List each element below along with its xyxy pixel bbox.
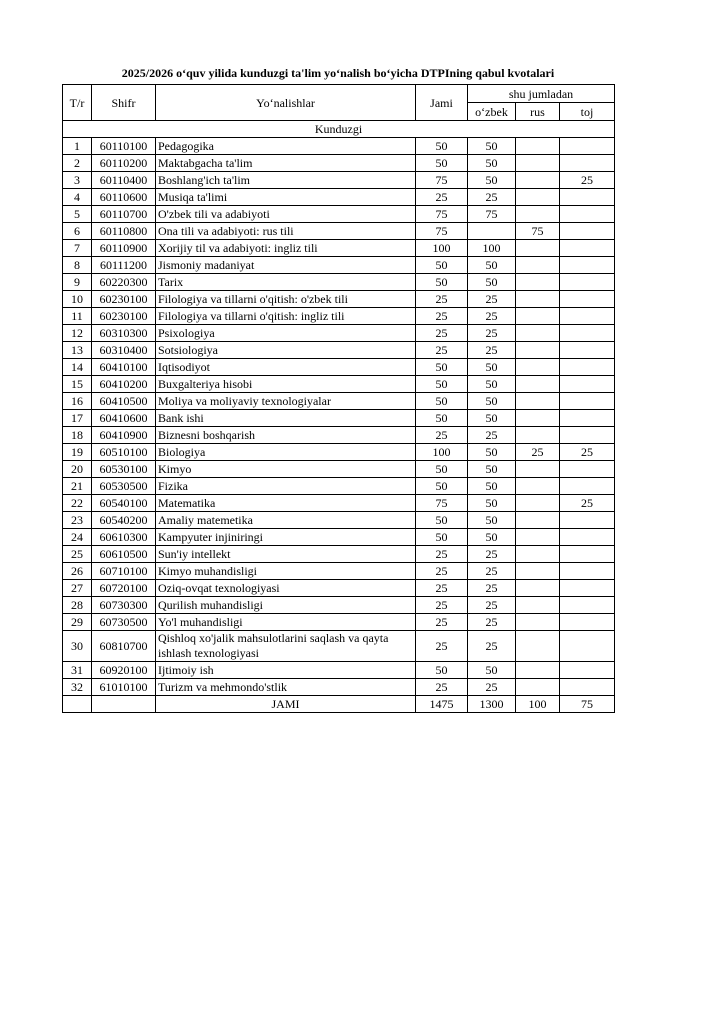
row-jami: 50 [416, 461, 468, 478]
row-rus [516, 410, 560, 427]
row-jami: 50 [416, 376, 468, 393]
row-name: Tarix [156, 274, 416, 291]
row-number: 5 [63, 206, 92, 223]
row-ozbek: 50 [468, 376, 516, 393]
row-number: 6 [63, 223, 92, 240]
table-row [63, 427, 615, 444]
table-row [63, 155, 615, 172]
row-toj [560, 223, 615, 240]
row-ozbek: 25 [468, 614, 516, 631]
row-rus: 25 [516, 444, 560, 461]
row-name: Turizm va mehmondo'stlik [156, 679, 416, 696]
table-row [63, 495, 615, 512]
row-code: 60220300 [92, 274, 156, 291]
row-ozbek: 50 [468, 393, 516, 410]
row-name: Buxgalteriya hisobi [156, 376, 416, 393]
row-rus [516, 427, 560, 444]
row-toj [560, 461, 615, 478]
row-rus [516, 662, 560, 679]
header-rus: rus [516, 103, 560, 121]
row-ozbek: 25 [468, 342, 516, 359]
section-label: Kunduzgi [63, 121, 615, 138]
row-toj [560, 478, 615, 495]
row-rus [516, 580, 560, 597]
row-number: 30 [63, 631, 92, 662]
row-code: 60110200 [92, 155, 156, 172]
row-ozbek: 50 [468, 274, 516, 291]
table-row [63, 393, 615, 410]
row-number: 10 [63, 291, 92, 308]
row-code: 60110400 [92, 172, 156, 189]
table-row [63, 291, 615, 308]
row-rus [516, 461, 560, 478]
total-jami: 1475 [416, 696, 468, 713]
row-toj [560, 410, 615, 427]
header-row [63, 85, 615, 103]
row-code: 61010100 [92, 679, 156, 696]
total-ozbek: 1300 [468, 696, 516, 713]
row-jami: 75 [416, 223, 468, 240]
table-row [63, 631, 615, 662]
row-code: 60110800 [92, 223, 156, 240]
row-code: 60110700 [92, 206, 156, 223]
row-rus [516, 155, 560, 172]
row-jami: 25 [416, 308, 468, 325]
row-number: 9 [63, 274, 92, 291]
row-rus [516, 631, 560, 662]
row-number: 14 [63, 359, 92, 376]
row-number: 2 [63, 155, 92, 172]
row-number: 24 [63, 529, 92, 546]
row-rus [516, 614, 560, 631]
row-name: Filologiya va tillarni o'qitish: ingliz tili [156, 308, 416, 325]
row-name: Musiqa ta'limi [156, 189, 416, 206]
header-yonalishlar: Yo‘nalishlar [156, 85, 416, 121]
total-label: JAMI [156, 696, 416, 713]
row-name: Ona tili va adabiyoti: rus tili [156, 223, 416, 240]
row-rus [516, 597, 560, 614]
row-rus [516, 478, 560, 495]
row-name: Iqtisodiyot [156, 359, 416, 376]
row-code: 60410100 [92, 359, 156, 376]
row-number: 16 [63, 393, 92, 410]
row-toj [560, 206, 615, 223]
row-number: 11 [63, 308, 92, 325]
row-number: 28 [63, 597, 92, 614]
row-number: 19 [63, 444, 92, 461]
row-name: Maktabgacha ta'lim [156, 155, 416, 172]
row-code: 60530100 [92, 461, 156, 478]
row-jami: 100 [416, 444, 468, 461]
row-jami: 50 [416, 155, 468, 172]
row-name: Pedagogika [156, 138, 416, 155]
row-name: Oziq-ovqat texnologiyasi [156, 580, 416, 597]
row-name: Jismoniy madaniyat [156, 257, 416, 274]
row-jami: 50 [416, 257, 468, 274]
row-toj: 25 [560, 444, 615, 461]
row-toj [560, 325, 615, 342]
row-number: 15 [63, 376, 92, 393]
row-rus [516, 546, 560, 563]
row-rus [516, 291, 560, 308]
row-name: Amaliy matemetika [156, 512, 416, 529]
row-ozbek: 25 [468, 679, 516, 696]
row-ozbek: 50 [468, 172, 516, 189]
row-rus [516, 257, 560, 274]
row-jami: 25 [416, 325, 468, 342]
row-jami: 75 [416, 495, 468, 512]
table-row [63, 410, 615, 427]
table-row [63, 512, 615, 529]
table-row [63, 376, 615, 393]
row-toj [560, 274, 615, 291]
row-number: 20 [63, 461, 92, 478]
row-rus: 75 [516, 223, 560, 240]
row-jami: 75 [416, 206, 468, 223]
row-code: 60110900 [92, 240, 156, 257]
row-jami: 100 [416, 240, 468, 257]
row-code: 60510100 [92, 444, 156, 461]
document-title: 2025/2026 o‘quv yilida kunduzgi ta'lim yo‘nalish bo‘yicha DTPIning qabul kvotalari [121, 66, 555, 80]
table-row [63, 325, 615, 342]
row-name: Biologiya [156, 444, 416, 461]
row-number: 22 [63, 495, 92, 512]
row-rus [516, 342, 560, 359]
table-row [63, 597, 615, 614]
row-name: Bank ishi [156, 410, 416, 427]
row-code: 60111200 [92, 257, 156, 274]
row-ozbek: 50 [468, 662, 516, 679]
row-code: 60540200 [92, 512, 156, 529]
row-number: 21 [63, 478, 92, 495]
row-jami: 25 [416, 580, 468, 597]
row-toj [560, 662, 615, 679]
table-row [63, 189, 615, 206]
row-rus [516, 206, 560, 223]
row-code: 60540100 [92, 495, 156, 512]
row-toj: 25 [560, 172, 615, 189]
row-code: 60920100 [92, 662, 156, 679]
table-row [63, 546, 615, 563]
table-row [63, 529, 615, 546]
row-jami: 25 [416, 291, 468, 308]
row-ozbek [468, 223, 516, 240]
row-code: 60730300 [92, 597, 156, 614]
table-row [63, 444, 615, 461]
row-rus [516, 274, 560, 291]
row-rus [516, 308, 560, 325]
row-toj [560, 631, 615, 662]
row-ozbek: 50 [468, 155, 516, 172]
row-toj [560, 679, 615, 696]
row-code: 60410500 [92, 393, 156, 410]
row-code: 60230100 [92, 291, 156, 308]
row-ozbek: 50 [468, 495, 516, 512]
section-row [63, 121, 615, 138]
table-row [63, 342, 615, 359]
row-name: Psixologiya [156, 325, 416, 342]
row-code: 60720100 [92, 580, 156, 597]
row-jami: 25 [416, 614, 468, 631]
row-toj [560, 376, 615, 393]
row-code: 60410900 [92, 427, 156, 444]
row-ozbek: 50 [468, 444, 516, 461]
row-rus [516, 512, 560, 529]
row-number: 8 [63, 257, 92, 274]
row-ozbek: 25 [468, 189, 516, 206]
row-toj [560, 189, 615, 206]
row-code: 60530500 [92, 478, 156, 495]
row-ozbek: 75 [468, 206, 516, 223]
row-name: Moliya va moliyaviy texnologiyalar [156, 393, 416, 410]
row-jami: 50 [416, 512, 468, 529]
row-number: 12 [63, 325, 92, 342]
row-number: 29 [63, 614, 92, 631]
row-name: Ijtimoiy ish [156, 662, 416, 679]
row-ozbek: 25 [468, 291, 516, 308]
row-jami: 50 [416, 478, 468, 495]
total-empty-code [92, 696, 156, 713]
row-toj [560, 393, 615, 410]
row-jami: 25 [416, 563, 468, 580]
row-ozbek: 25 [468, 580, 516, 597]
table-row [63, 679, 615, 696]
header-tr: T/r [63, 85, 92, 121]
total-row [63, 696, 615, 713]
row-ozbek: 25 [468, 597, 516, 614]
table-row [63, 240, 615, 257]
row-jami: 50 [416, 274, 468, 291]
row-rus [516, 495, 560, 512]
row-toj [560, 138, 615, 155]
row-toj [560, 597, 615, 614]
row-ozbek: 25 [468, 563, 516, 580]
row-jami: 50 [416, 529, 468, 546]
row-toj [560, 529, 615, 546]
header-toj: toj [560, 103, 615, 121]
row-jami: 50 [416, 359, 468, 376]
table-row [63, 223, 615, 240]
row-rus [516, 172, 560, 189]
row-code: 60730500 [92, 614, 156, 631]
row-code: 60810700 [92, 631, 156, 662]
row-rus [516, 325, 560, 342]
row-ozbek: 50 [468, 359, 516, 376]
row-number: 3 [63, 172, 92, 189]
row-jami: 25 [416, 679, 468, 696]
row-code: 60410200 [92, 376, 156, 393]
row-jami: 50 [416, 393, 468, 410]
row-ozbek: 50 [468, 512, 516, 529]
row-ozbek: 50 [468, 529, 516, 546]
row-rus [516, 529, 560, 546]
row-toj [560, 291, 615, 308]
row-name: Kimyo [156, 461, 416, 478]
row-rus [516, 679, 560, 696]
row-code: 60710100 [92, 563, 156, 580]
row-code: 60310300 [92, 325, 156, 342]
row-toj [560, 512, 615, 529]
table-row [63, 172, 615, 189]
row-toj [560, 546, 615, 563]
row-ozbek: 25 [468, 546, 516, 563]
row-name: Biznesni boshqarish [156, 427, 416, 444]
row-ozbek: 50 [468, 478, 516, 495]
row-number: 32 [63, 679, 92, 696]
header-shu-jumladan: shu jumladan [468, 85, 615, 103]
total-empty-n [63, 696, 92, 713]
row-jami: 50 [416, 138, 468, 155]
table-row [63, 478, 615, 495]
row-jami: 25 [416, 631, 468, 662]
row-number: 18 [63, 427, 92, 444]
row-toj [560, 308, 615, 325]
row-jami: 25 [416, 189, 468, 206]
table-row [63, 138, 615, 155]
row-name: Qurilish muhandisligi [156, 597, 416, 614]
row-name: Fizika [156, 478, 416, 495]
row-toj [560, 614, 615, 631]
row-jami: 50 [416, 410, 468, 427]
row-code: 60410600 [92, 410, 156, 427]
table-row [63, 257, 615, 274]
row-number: 31 [63, 662, 92, 679]
row-name: Xorijiy til va adabiyoti: ingliz tili [156, 240, 416, 257]
row-ozbek: 50 [468, 138, 516, 155]
table-row [63, 614, 615, 631]
row-number: 26 [63, 563, 92, 580]
row-number: 25 [63, 546, 92, 563]
row-number: 23 [63, 512, 92, 529]
row-ozbek: 25 [468, 427, 516, 444]
row-name: Sotsiologiya [156, 342, 416, 359]
row-number: 7 [63, 240, 92, 257]
header-shifr: Shifr [92, 85, 156, 121]
quota-table [62, 84, 615, 713]
row-toj [560, 240, 615, 257]
row-code: 60230100 [92, 308, 156, 325]
total-rus: 100 [516, 696, 560, 713]
row-toj [560, 155, 615, 172]
row-number: 27 [63, 580, 92, 597]
row-name: Boshlang'ich ta'lim [156, 172, 416, 189]
row-toj [560, 427, 615, 444]
row-rus [516, 376, 560, 393]
row-toj [560, 257, 615, 274]
row-toj [560, 563, 615, 580]
row-jami: 50 [416, 662, 468, 679]
row-toj [560, 580, 615, 597]
row-number: 4 [63, 189, 92, 206]
row-jami: 25 [416, 427, 468, 444]
row-name: Kampyuter injiniringi [156, 529, 416, 546]
table-row [63, 206, 615, 223]
row-jami: 25 [416, 597, 468, 614]
row-rus [516, 359, 560, 376]
row-jami: 25 [416, 342, 468, 359]
row-toj [560, 359, 615, 376]
row-number: 1 [63, 138, 92, 155]
row-number: 17 [63, 410, 92, 427]
row-name: Matematika [156, 495, 416, 512]
row-rus [516, 240, 560, 257]
row-code: 60610300 [92, 529, 156, 546]
header-jami: Jami [416, 85, 468, 121]
row-ozbek: 100 [468, 240, 516, 257]
row-rus [516, 189, 560, 206]
row-rus [516, 563, 560, 580]
row-code: 60610500 [92, 546, 156, 563]
table-row [63, 461, 615, 478]
row-name: O'zbek tili va adabiyoti [156, 206, 416, 223]
row-ozbek: 25 [468, 308, 516, 325]
row-code: 60310400 [92, 342, 156, 359]
table-row [63, 308, 615, 325]
row-ozbek: 25 [468, 631, 516, 662]
row-toj: 25 [560, 495, 615, 512]
row-jami: 25 [416, 546, 468, 563]
row-name: Kimyo muhandisligi [156, 563, 416, 580]
table-row [63, 563, 615, 580]
table-row [63, 359, 615, 376]
row-name: Filologiya va tillarni o'qitish: o'zbek tili [156, 291, 416, 308]
row-ozbek: 25 [468, 325, 516, 342]
header-ozbek: o‘zbek [468, 103, 516, 121]
row-ozbek: 50 [468, 257, 516, 274]
table-row [63, 580, 615, 597]
row-rus [516, 138, 560, 155]
row-name: Sun'iy intellekt [156, 546, 416, 563]
row-code: 60110100 [92, 138, 156, 155]
row-ozbek: 50 [468, 410, 516, 427]
total-toj: 75 [560, 696, 615, 713]
table-row [63, 274, 615, 291]
row-number: 13 [63, 342, 92, 359]
row-name: Yo'l muhandisligi [156, 614, 416, 631]
table-row [63, 662, 615, 679]
row-name: Qishloq xo'jalik mahsulotlarini saqlash va qayta ishlash texnologiyasi [156, 631, 416, 662]
row-code: 60110600 [92, 189, 156, 206]
row-jami: 75 [416, 172, 468, 189]
row-rus [516, 393, 560, 410]
row-ozbek: 50 [468, 461, 516, 478]
row-toj [560, 342, 615, 359]
